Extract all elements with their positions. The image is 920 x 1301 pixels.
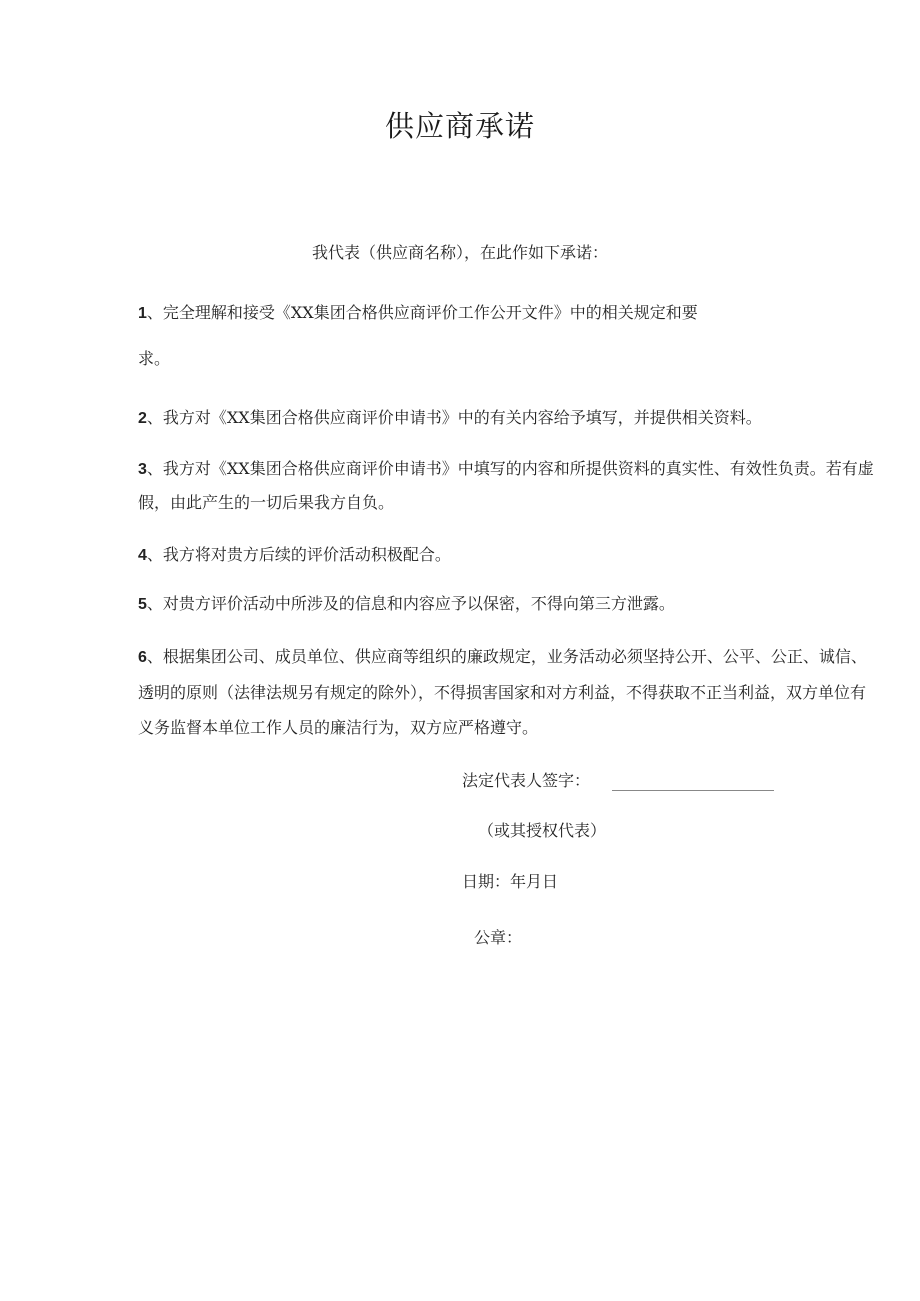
item-number: 6	[138, 649, 147, 666]
authorized-representative-label: （或其授权代表）	[478, 821, 607, 840]
date-label: 日期：年月日	[462, 872, 559, 891]
commitment-item-3	[138, 452, 878, 519]
item-text: 、对贵方评价活动中所涉及的信息和内容应予以保密，不得向第三方泄露。	[146, 594, 675, 613]
seal-label: 公章：	[474, 928, 523, 947]
commitment-item-2	[138, 401, 878, 435]
item-text: 、根据集团公司、成员单位、供应商等组织的廉政规定，业务活动必须坚持公开、公平、公正、诚信、透明的原则（法律法规另有规定的除外），不得损害国家和对方利益，不得获取不正当利益，双方单位有义务监督本单位工作人员的廉洁行为，双方应严格遵守。	[138, 647, 867, 737]
item-text: 、完全理解和接受《XX集团合格供应商评价工作公开文件》中的相关规定和要	[146, 303, 698, 322]
signature-row	[462, 768, 774, 791]
item-number: 1	[138, 305, 147, 322]
item-number: 5	[138, 596, 147, 613]
commitment-item-6	[138, 639, 878, 745]
page-title: 供应商承诺	[384, 109, 535, 143]
item-number: 2	[138, 410, 147, 427]
item-text: 、我方对《XX集团合格供应商评价申请书》中填写的内容和所提供资料的真实性、有效性负责。若有虚假，由此产生的一切后果我方自负。	[138, 459, 874, 512]
signature-label: 法定代表人签字：	[462, 771, 591, 790]
intro-statement: 我代表（供应商名称），在此作如下承诺：	[311, 243, 608, 262]
item-number: 3	[138, 461, 147, 478]
item-number: 4	[138, 547, 147, 564]
commitment-item-1-continued	[138, 342, 878, 375]
item-text: 、我方将对贵方后续的评价活动积极配合。	[146, 545, 451, 564]
commitment-item-5	[138, 587, 878, 621]
item-text: 求。	[138, 349, 171, 368]
commitment-item-4	[138, 538, 878, 572]
item-text: 、我方对《XX集团合格供应商评价申请书》中的有关内容给予填写，并提供相关资料。	[146, 408, 762, 427]
signature-line[interactable]	[612, 774, 774, 791]
commitment-item-1	[138, 296, 878, 330]
